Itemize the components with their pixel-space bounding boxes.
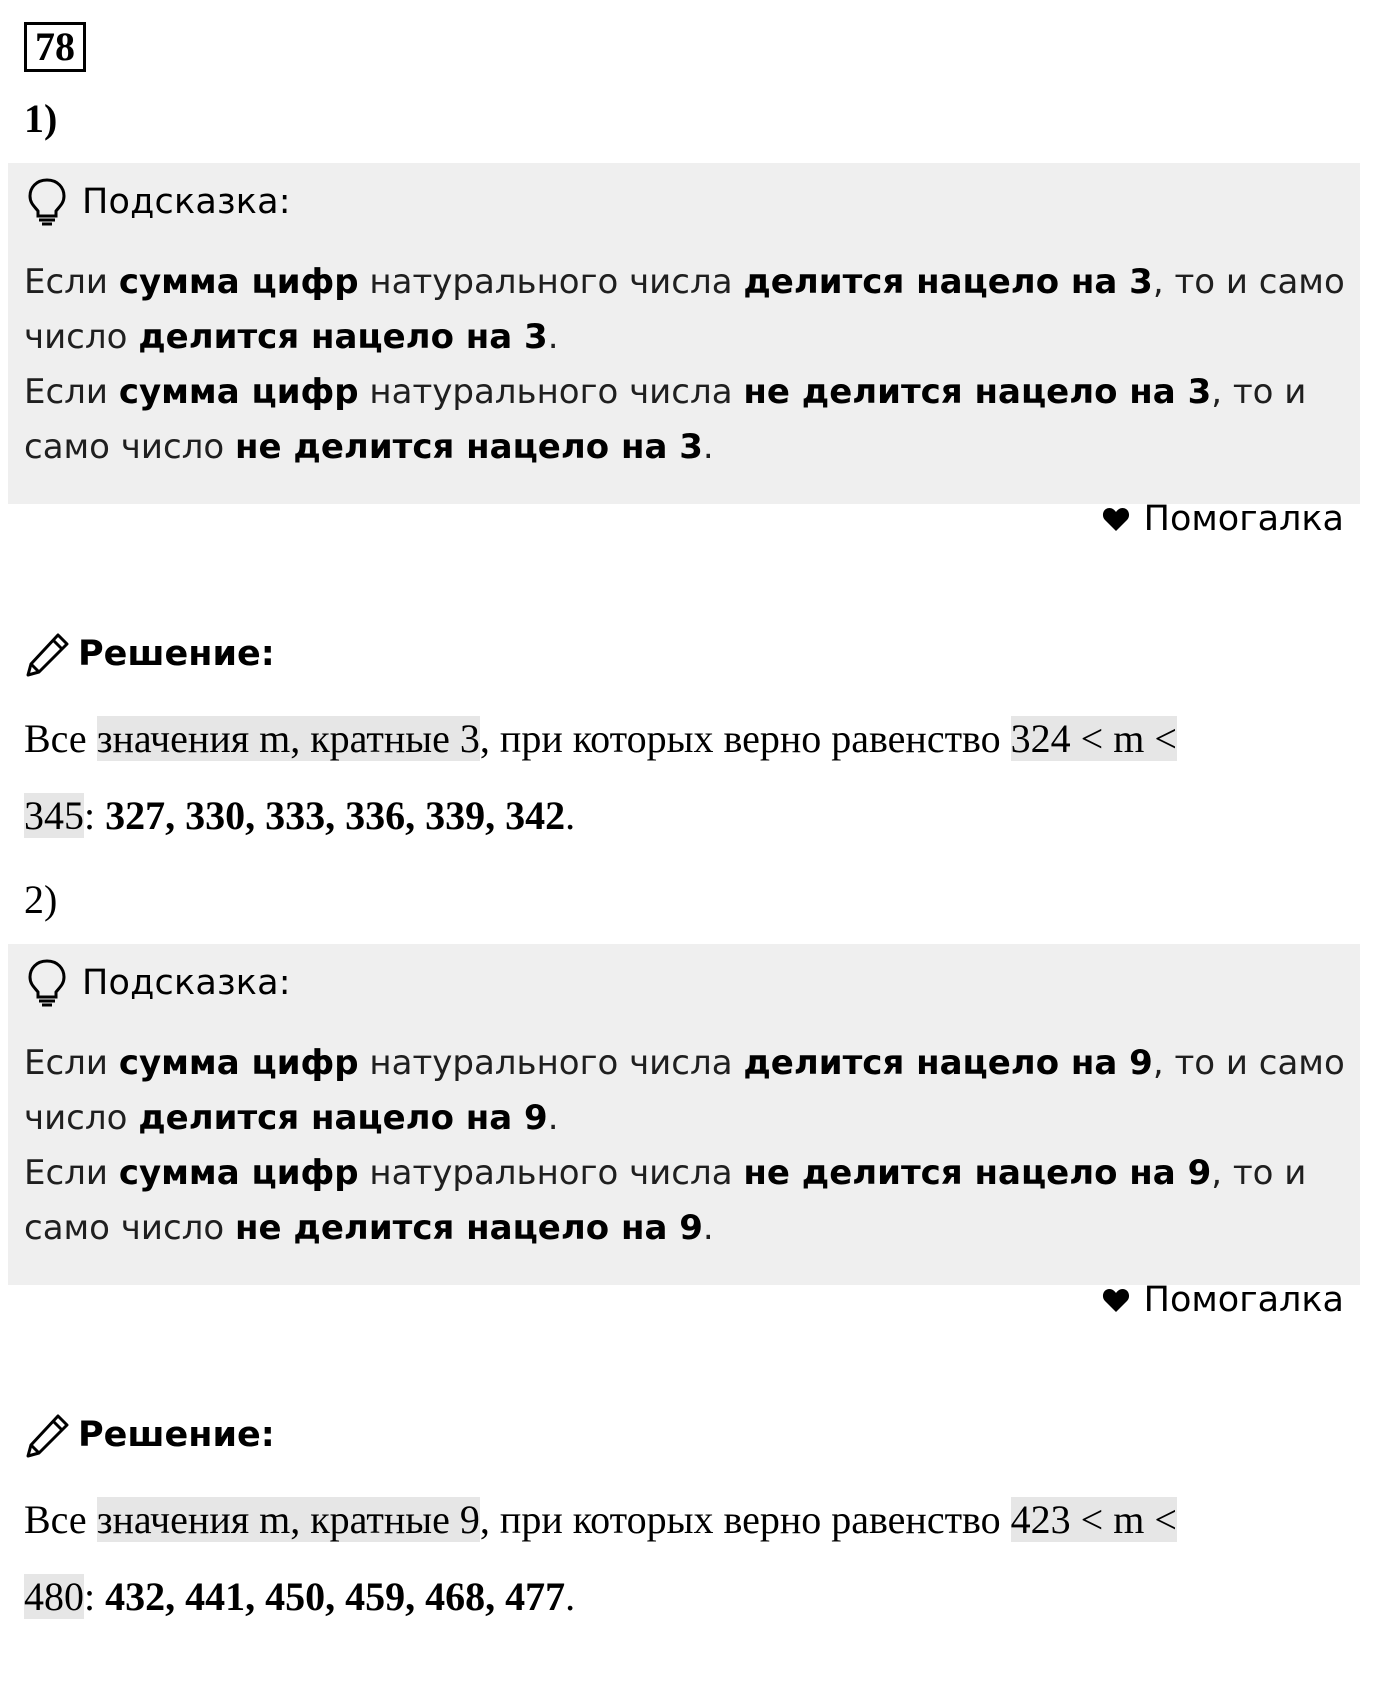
helper-label: Помогалка [1143, 499, 1344, 539]
hint-bold-part: сумма цифр [118, 372, 359, 412]
highlighted-inequality: 480 [24, 1574, 84, 1619]
pencil-icon [24, 630, 72, 678]
task-number: 78 [24, 22, 86, 72]
hint-text-part: . [547, 317, 559, 357]
solution-text-2 [24, 1481, 1354, 1635]
highlighted-inequality: 423 < m < [1010, 1497, 1177, 1542]
hint-text-part: число [24, 317, 139, 357]
hint-text-part: , то и [1211, 372, 1307, 412]
hint-bold-part: делится нацело на 3 [743, 262, 1153, 302]
hint-bold-part: делится нацело на 3 [138, 317, 548, 357]
hint-title: Подсказка: [82, 182, 291, 222]
hint-title: Подсказка: [82, 963, 291, 1003]
hint-text [24, 1036, 1354, 1256]
answer-values: 327, 330, 333, 336, 339, 342 [105, 793, 566, 838]
solution-text-part: Все [24, 716, 97, 761]
helper-link[interactable] [1102, 499, 1344, 539]
hint-text-part: , то и [1211, 1153, 1307, 1193]
hint-text-part: Если [24, 1043, 119, 1083]
solution-text-part: Все [24, 1497, 97, 1542]
hint-text-part: число [24, 1098, 139, 1138]
hint-header [26, 177, 291, 227]
hint-bold-part: сумма цифр [118, 1153, 359, 1193]
hint-text-part: . [702, 1208, 714, 1248]
hint-bold-part: не делится нацело на 3 [743, 372, 1212, 412]
hint-text-part: само число [24, 1208, 236, 1248]
solution-text-part: , при которых верно равенство [479, 1497, 1011, 1542]
hint-text-part: , то и само [1152, 262, 1345, 302]
hint-bold-part: сумма цифр [118, 262, 359, 302]
highlighted-phrase: значения m, кратные 9 [96, 1497, 480, 1542]
hint-text-part: Если [24, 372, 119, 412]
solution-text-part: : [84, 1574, 106, 1619]
hint-box-1 [8, 163, 1360, 539]
highlighted-inequality: 345 [24, 793, 84, 838]
heart-icon [1102, 506, 1130, 532]
solution-title: Решение: [78, 634, 275, 674]
hint-bold-part: не делится нацело на 3 [235, 427, 703, 467]
solution-text-part: , при которых верно равенство [479, 716, 1011, 761]
hint-bold-part: делится нацело на 9 [743, 1043, 1153, 1083]
hint-text-part: натурального числа [358, 262, 744, 302]
lightbulb-icon [26, 177, 68, 227]
heart-icon [1102, 1287, 1130, 1313]
hint-text-part: , то и само [1152, 1043, 1345, 1083]
highlighted-phrase: значения m, кратные 3 [96, 716, 480, 761]
answer-values: 432, 441, 450, 459, 468, 477 [105, 1574, 566, 1619]
hint-text-part: натурального числа [358, 1153, 744, 1193]
hint-text-part: Если [24, 1153, 119, 1193]
hint-box-2 [8, 944, 1360, 1320]
hint-bold-part: не делится нацело на 9 [743, 1153, 1212, 1193]
pencil-icon [24, 1411, 72, 1459]
solution-header-2 [24, 1408, 275, 1462]
part-1-label: 1) [24, 96, 58, 141]
hint-header [26, 958, 291, 1008]
solution-text-part: : [84, 793, 106, 838]
solution-header-1 [24, 627, 275, 681]
hint-text-part: натурального числа [358, 372, 744, 412]
solution-text-1 [24, 700, 1354, 854]
part-2-label: 2) [24, 877, 58, 922]
hint-text-part: . [547, 1098, 559, 1138]
hint-bold-part: сумма цифр [118, 1043, 359, 1083]
solution-title: Решение: [78, 1415, 275, 1455]
hint-text [24, 255, 1354, 475]
hint-text-part: натурального числа [358, 1043, 744, 1083]
hint-text-part: Если [24, 262, 119, 302]
hint-text-part: . [702, 427, 714, 467]
hint-bold-part: делится нацело на 9 [138, 1098, 548, 1138]
solution-text-part: . [565, 793, 576, 838]
solution-text-part: . [565, 1574, 576, 1619]
lightbulb-icon [26, 958, 68, 1008]
helper-link[interactable] [1102, 1280, 1344, 1320]
hint-text-part: само число [24, 427, 236, 467]
helper-label: Помогалка [1143, 1280, 1344, 1320]
hint-bold-part: не делится нацело на 9 [235, 1208, 703, 1248]
highlighted-inequality: 324 < m < [1010, 716, 1177, 761]
